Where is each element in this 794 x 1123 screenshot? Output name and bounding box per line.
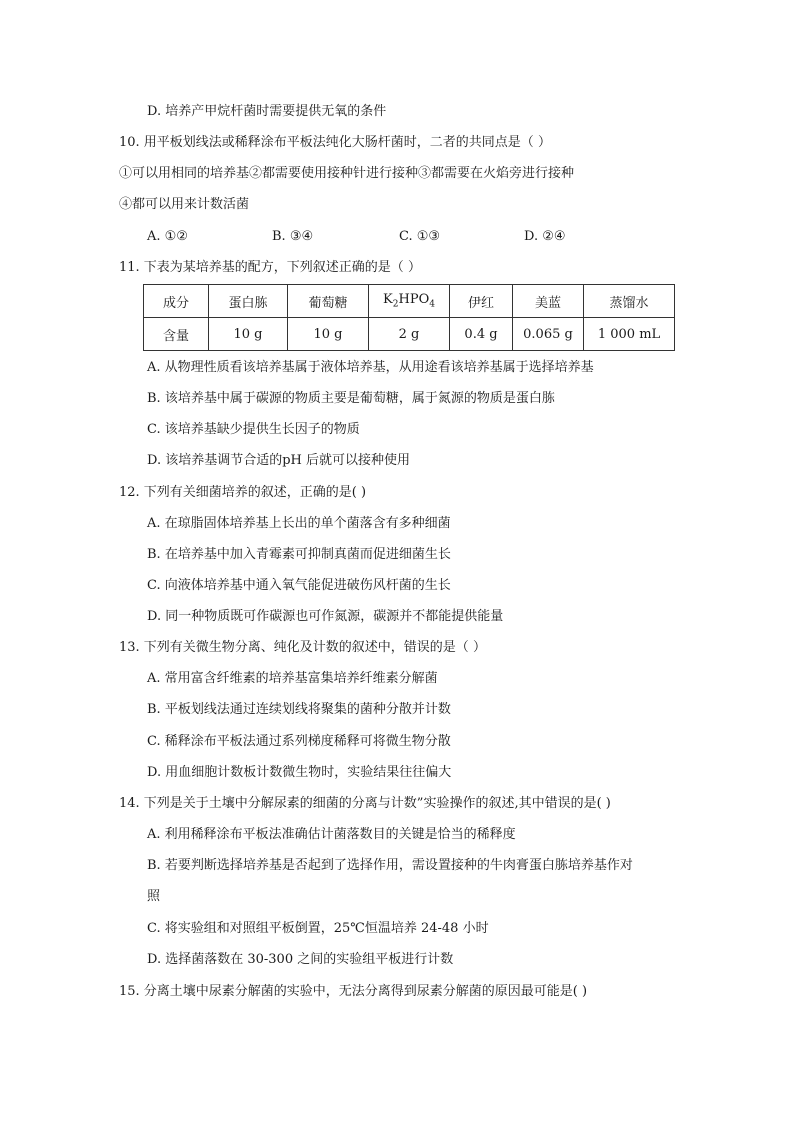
table-cell: 10 g [288, 318, 369, 351]
question-14-option-c: C. 将实验组和对照组平板倒置，25℃恒温培养 24-48 小时 [147, 921, 489, 936]
question-10-option-b: B. ③④ [272, 229, 314, 244]
question-13-option-d: D. 用血细胞计数板计数微生物时，实验结果往往偏大 [147, 765, 452, 780]
question-10-statements-1: ①可以用相同的培养基②都需要使用接种针进行接种③都需要在火焰旁进行接种 [119, 166, 575, 181]
question-10-option-a: A. ①② [147, 229, 188, 244]
question-12-stem: 12. 下列有关细菌培养的叙述，正确的是( ) [119, 485, 367, 500]
question-13-option-c: C. 稀释涂布平板法通过系列梯度稀释可将微生物分散 [147, 734, 451, 749]
table-cell: 2 g [369, 318, 450, 351]
table-cell: 0.065 g [513, 318, 584, 351]
question-12-option-c: C. 向液体培养基中通入氧气能促进破伤风杆菌的生长 [147, 578, 451, 593]
question-12-option-d: D. 同一种物质既可作碳源也可作氮源，碳源并不都能提供能量 [147, 609, 504, 624]
table-cell: 蛋白胨 [209, 285, 288, 318]
question-11-option-b: B. 该培养基中属于碳源的物质主要是葡萄糖，属于氮源的物质是蛋白胨 [147, 391, 555, 406]
question-13-option-b: B. 平板划线法通过连续划线将聚集的菌种分散并计数 [147, 702, 451, 717]
question-11-option-a: A. 从物理性质看该培养基属于液体培养基，从用途看该培养基属于选择培养基 [147, 360, 594, 375]
question-14-option-b-cont: 照 [147, 889, 161, 904]
table-cell: $K_2HPO_4$ [369, 285, 450, 318]
question-11-stem: 11. 下表为某培养基的配方，下列叙述正确的是（ ） [119, 260, 421, 275]
question-14-option-d: D. 选择菌落数在 30-300 之间的实验组平板进行计数 [147, 952, 454, 967]
question-14-option-a: A. 利用稀释涂布平板法准确估计菌落数目的关键是恰当的稀释度 [147, 827, 516, 842]
question-10-statements-2: ④都可以用来计数活菌 [119, 197, 250, 212]
question-12-option-b: B. 在培养基中加入青霉素可抑制真菌而促进细菌生长 [147, 547, 451, 562]
question-13-stem: 13. 下列有关微生物分离、纯化及计数的叙述中，错误的是（ ） [119, 640, 486, 655]
question-12-option-a: A. 在琼脂固体培养基上长出的单个菌落含有多种细菌 [147, 516, 451, 531]
culture-medium-table [143, 284, 675, 351]
table-row [144, 318, 675, 351]
table-cell: 成分 [144, 285, 209, 318]
table-cell: 0.4 g [450, 318, 513, 351]
table-cell: 蒸馏水 [584, 285, 675, 318]
question-10-options [0, 228, 794, 246]
table-cell: 含量 [144, 318, 209, 351]
question-10-option-d: D. ②④ [524, 229, 566, 244]
table-cell: 1 000 mL [584, 318, 675, 351]
question-11-option-d: D. 该培养基调节合适的pH 后就可以接种使用 [147, 453, 411, 468]
table-cell: 葡萄糖 [288, 285, 369, 318]
question-13-option-a: A. 常用富含纤维素的培养基富集培养纤维素分解菌 [147, 671, 438, 686]
question-10-option-c: C. ①③ [399, 229, 441, 244]
table-cell: 美蓝 [513, 285, 584, 318]
question-14-option-b: B. 若要判断选择培养基是否起到了选择作用，需设置接种的牛肉膏蛋白胨培养基作对 [147, 858, 633, 873]
question-10-stem: 10. 用平板划线法或稀释涂布平板法纯化大肠杆菌时，二者的共同点是（ ） [119, 135, 551, 150]
table-cell: 10 g [209, 318, 288, 351]
table-row [144, 285, 675, 318]
table-cell: 伊红 [450, 285, 513, 318]
question-14-stem: 14. 下列是关于土壤中分解尿素的细菌的分离与计数”实验操作的叙述,其中错误的是( ) [119, 796, 611, 811]
question-9-option-d: D. 培养产甲烷杆菌时需要提供无氧的条件 [147, 104, 387, 119]
question-11-option-c: C. 该培养基缺少提供生长因子的物质 [147, 422, 360, 437]
question-15-stem: 15. 分离土壤中尿素分解菌的实验中，无法分离得到尿素分解菌的原因最可能是( ) [119, 984, 588, 999]
